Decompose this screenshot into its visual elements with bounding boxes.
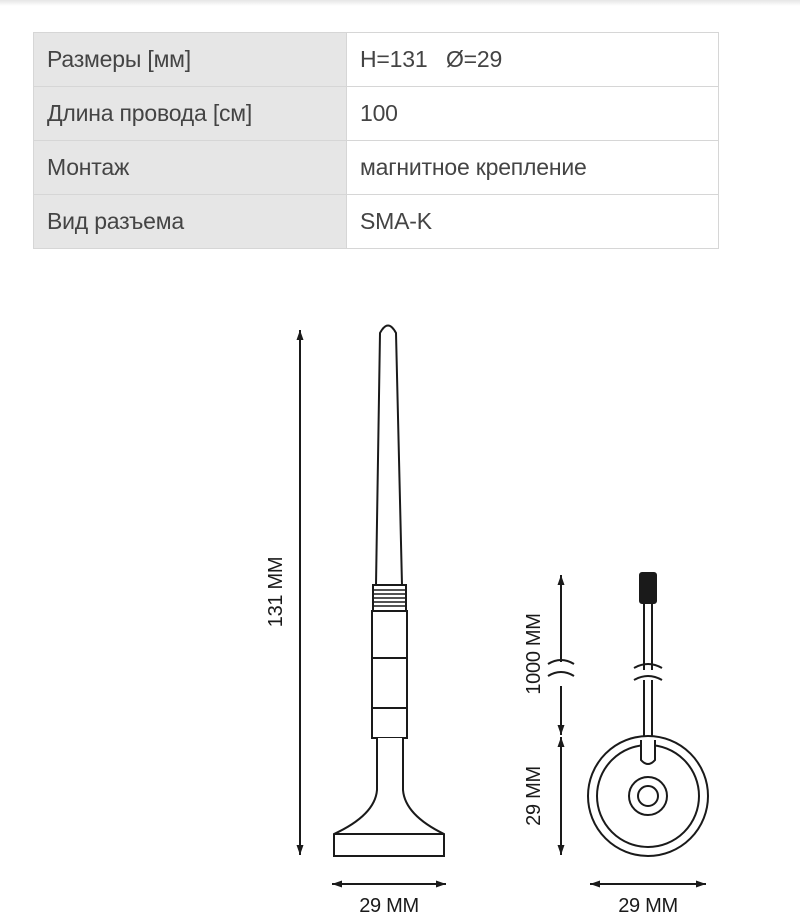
base-width-label: 29 ММ — [359, 895, 419, 917]
dimension-break-mark — [548, 672, 574, 676]
antenna-side-view — [334, 326, 444, 857]
bottom-height-label: 29 ММ — [523, 766, 545, 826]
antenna-base-neck — [334, 738, 444, 856]
antenna-bottom-view — [588, 573, 708, 856]
row-value: SMA-K — [347, 195, 719, 249]
cable-length-label: 1000 ММ — [523, 613, 545, 695]
row-label: Вид разъема — [34, 195, 347, 249]
row-label: Длина провода [см] — [34, 87, 347, 141]
row-label: Размеры [мм] — [34, 33, 347, 87]
cable-entry — [641, 740, 655, 764]
height-label: 131 ММ — [265, 556, 287, 628]
antenna-lower-body — [372, 611, 407, 738]
cable-break-mark — [634, 664, 662, 668]
cable-break-mark — [634, 676, 662, 680]
antenna-whip — [376, 326, 402, 586]
sma-connector — [640, 573, 656, 603]
row-value: H=131 Ø=29 — [347, 33, 719, 87]
row-value: магнитное крепление — [347, 141, 719, 195]
row-label: Монтаж — [34, 141, 347, 195]
bottom-width-label: 29 ММ — [618, 895, 678, 917]
row-value: 100 — [347, 87, 719, 141]
